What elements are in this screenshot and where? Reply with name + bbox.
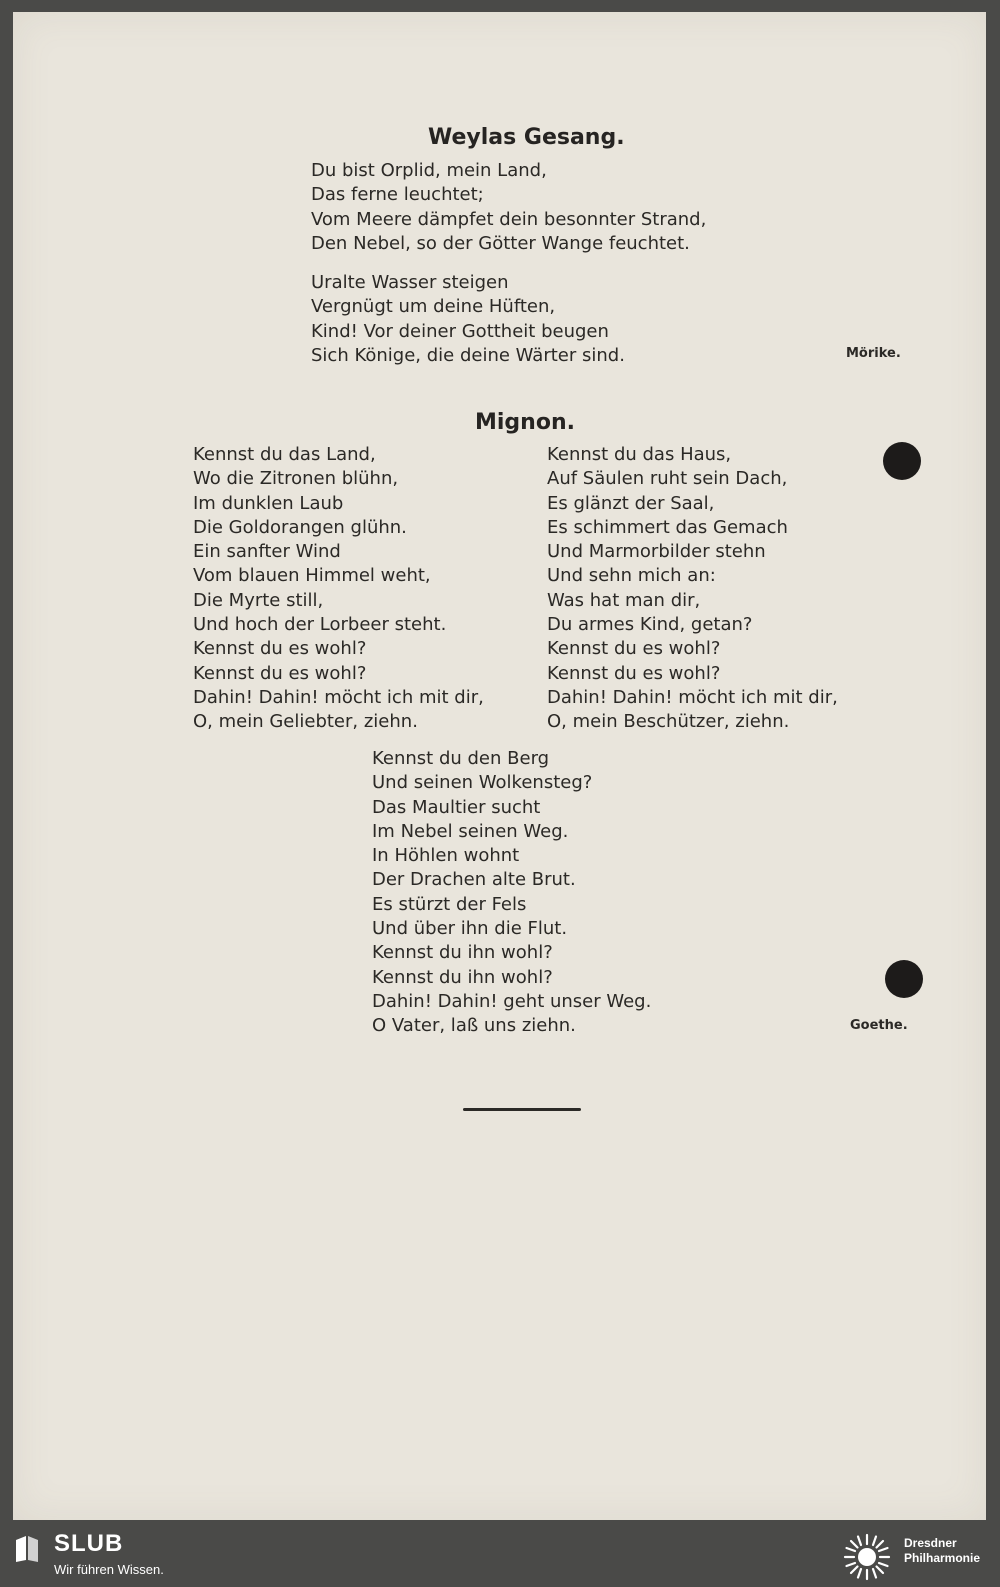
verse-line: Das ferne leuchtet; [311,184,484,206]
verse-line: Im dunklen Laub [193,492,344,514]
punch-hole [885,960,923,998]
poem-stanza [311,159,706,256]
verse-line: Den Nebel, so der Götter Wange feuchtet. [311,232,690,254]
verse-line: Es schimmert das Gemach [547,516,788,538]
poem-author: Goethe. [850,1018,908,1033]
verse-line: In Höhlen wohnt [372,845,520,867]
verse-line: Ein sanfter Wind [193,541,341,563]
verse-line: Sich Könige, die deine Wärter sind. [311,344,625,366]
verse-line: O, mein Geliebter, ziehn. [193,711,418,733]
punch-hole [883,442,921,480]
verse-line: Und seinen Wolkensteg? [372,772,593,794]
verse-line: Das Maultier sucht [372,796,541,818]
verse-line: Vergnügt um deine Hüften, [311,296,556,318]
partner-name [904,1536,980,1566]
document-page [13,12,986,1520]
verse-line: Die Goldorangen glühn. [193,516,407,538]
verse-line: Die Myrte still, [193,589,324,611]
verse-line: Kennst du das Land, [193,444,376,465]
poem-column-right [547,443,838,735]
verse-line: Kennst du es wohl? [547,662,721,684]
poem-stanza [311,271,625,368]
verse-line: Und Marmorbilder stehn [547,541,766,563]
verse-line: Kennst du ihn wohl? [372,966,553,988]
slub-name: SLUB [54,1530,124,1557]
slub-logo-icon [14,1534,40,1564]
verse-line: Kennst du das Haus, [547,444,732,465]
verse-line: Kennst du es wohl? [547,638,721,660]
verse-line: Und sehn mich an: [547,565,716,587]
verse-line: Du armes Kind, getan? [547,614,753,636]
verse-line: Dahin! Dahin! geht unser Weg. [372,990,652,1012]
poem-column-left [193,443,484,735]
verse-line: Kennst du es wohl? [193,638,367,660]
verse-line: Und hoch der Lorbeer steht. [193,614,447,636]
verse-line: O, mein Beschützer, ziehn. [547,711,790,733]
verse-line: Kind! Vor deiner Gottheit beugen [311,320,609,342]
verse-line: Der Drachen alte Brut. [372,869,576,891]
verse-line: Was hat man dir, [547,589,701,611]
verse-line: Im Nebel seinen Weg. [372,820,569,842]
slub-tagline: Wir führen Wissen. [54,1562,164,1577]
verse-line: Auf Säulen ruht sein Dach, [547,468,788,490]
verse-line: Vom Meere dämpfet dein besonnter Strand, [311,208,707,230]
verse-line: Es glänzt der Saal, [547,492,715,514]
verse-line: Kennst du den Berg [372,748,550,769]
footer-bar [0,1522,1000,1587]
verse-line: Dahin! Dahin! möcht ich mit dir, [193,686,484,708]
end-rule [463,1108,581,1111]
poem-title-mignon: Mignon. [475,410,575,435]
partner-name-line: Dresdner [904,1536,957,1550]
philharmonie-logo-icon [842,1532,892,1582]
verse-line: Uralte Wasser steigen [311,272,509,293]
poem-column-center [372,747,651,1039]
poem-author: Mörike. [846,346,901,361]
poem-title-weylas-gesang: Weylas Gesang. [428,125,625,150]
verse-line: Kennst du es wohl? [193,662,367,684]
verse-line: Dahin! Dahin! möcht ich mit dir, [547,686,838,708]
partner-name-line: Philharmonie [904,1551,981,1565]
verse-line: Es stürzt der Fels [372,893,527,915]
verse-line: Vom blauen Himmel weht, [193,565,431,587]
verse-line: O Vater, laß uns ziehn. [372,1015,576,1037]
verse-line: Wo die Zitronen blühn, [193,468,399,490]
verse-line: Kennst du ihn wohl? [372,942,553,964]
verse-line: Du bist Orplid, mein Land, [311,160,547,181]
verse-line: Und über ihn die Flut. [372,918,568,940]
